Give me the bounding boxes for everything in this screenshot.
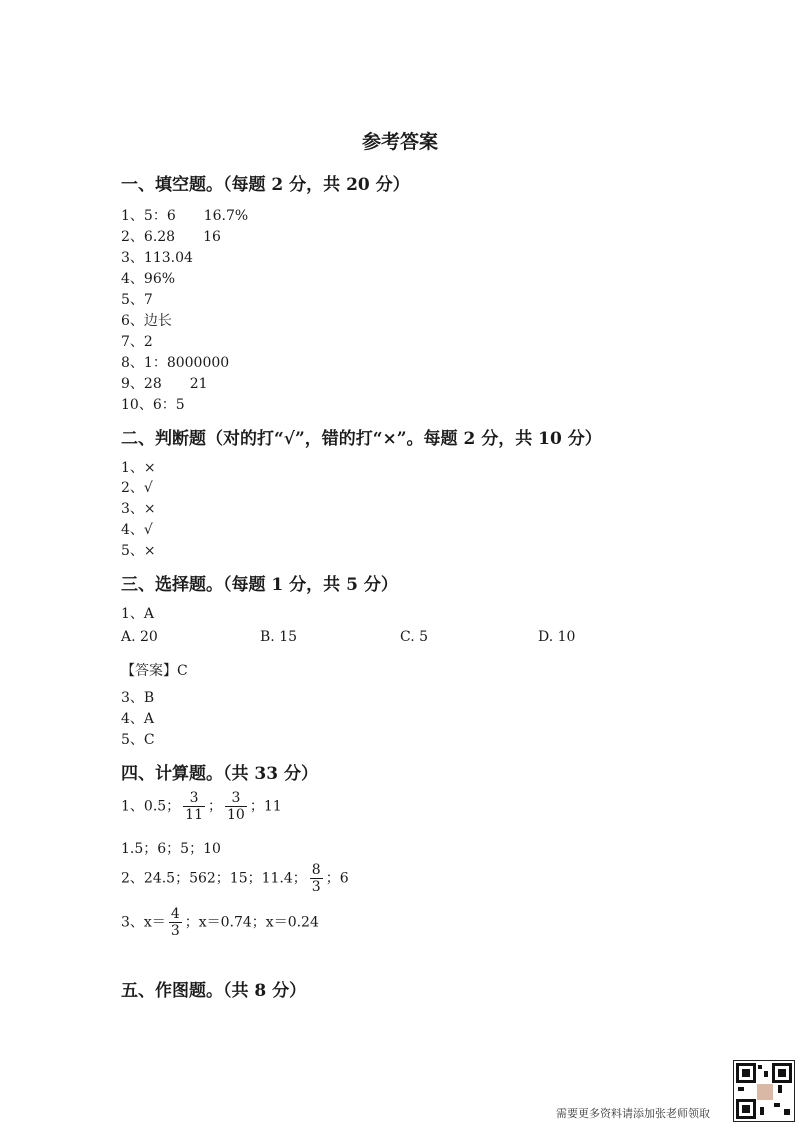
section-5-heading: 五、作图题。（共 8 分） (121, 981, 307, 1001)
s1-item-6: 6、边长 (121, 313, 172, 329)
s1-item-8: 8、1：8000000 (121, 355, 230, 371)
footer-note: 需要更多资料请添加张老师领取 (556, 1107, 710, 1120)
calc-line-4-suffix: ；x＝0.74；x＝0.24 (184, 914, 319, 931)
s1-item-5: 5、7 (121, 292, 153, 308)
option-c: C. 5 (400, 629, 429, 645)
s1-item-4: 4、96% (121, 271, 176, 287)
calc-line-3-prefix: 2、24.5；562；15；11.4； (121, 870, 307, 887)
qr-module (738, 1087, 744, 1091)
fraction-3-11 (183, 790, 205, 823)
calc-line-1-suffix: ；11 (249, 798, 282, 815)
page-title: 参考答案 (361, 131, 438, 153)
calc-line-2: 1.5；6；5；10 (121, 841, 221, 857)
s1-item-7: 7、2 (121, 334, 153, 350)
s2-item-2: 2、√ (121, 480, 153, 496)
fraction-denominator: 3 (170, 923, 180, 940)
calc-line-4-prefix: 3、x＝ (121, 914, 166, 931)
qr-module (774, 1103, 780, 1107)
fraction-denominator: 3 (311, 879, 321, 896)
fraction-8-3 (310, 862, 323, 895)
s2-item-5: 5、× (121, 543, 156, 559)
fraction-numerator: 4 (170, 906, 180, 922)
qr-module (758, 1065, 762, 1069)
option-d: D. 10 (538, 629, 576, 645)
option-b: B. 15 (260, 629, 298, 645)
s1-item-3: 3、113.04 (121, 250, 193, 266)
s3-item-1: 1、A (121, 606, 155, 622)
s1-item-2: 2、6.28 16 (121, 229, 221, 245)
calc-line-1-prefix: 1、0.5； (121, 798, 181, 815)
fraction-numerator: 3 (225, 790, 247, 807)
section-3-heading: 三、选择题。（每题 1 分，共 5 分） (121, 575, 398, 595)
qr-module (778, 1085, 782, 1093)
s1-item-10: 10、6：5 (121, 397, 185, 413)
calc-line-3-suffix: ；6 (325, 870, 349, 887)
s2-item-4: 4、√ (121, 522, 153, 538)
s3-item-3: 3、B (121, 690, 155, 706)
qr-code-icon[interactable] (733, 1060, 795, 1122)
s1-item-1: 1、5：6 16.7% (121, 208, 249, 224)
s2-item-1: 1、× (121, 460, 156, 476)
calc-line-1-sep: ； (208, 798, 222, 815)
section-2-heading: 二、判断题（对的打“√”，错的打“×”。每题 2 分，共 10 分） (121, 429, 602, 449)
fraction-numerator: 3 (183, 790, 205, 807)
fraction-3-10 (225, 790, 247, 823)
fraction-4-3 (169, 906, 182, 939)
avatar (756, 1083, 774, 1101)
s3-item-5: 5、C (121, 732, 155, 748)
calc-line-4 (121, 906, 319, 939)
qr-module (784, 1109, 790, 1115)
calc-line-1 (121, 790, 282, 823)
fraction-denominator: 10 (227, 807, 245, 824)
calc-line-3 (121, 862, 349, 895)
qr-finder-top-left (736, 1063, 756, 1083)
s3-answer: 【答案】C (121, 663, 188, 679)
fraction-denominator: 11 (185, 807, 203, 824)
s2-item-3: 3、× (121, 501, 156, 517)
s1-item-9: 9、28 21 (121, 376, 208, 392)
qr-finder-top-right (772, 1063, 792, 1083)
option-a: A. 20 (121, 629, 158, 645)
qr-module (760, 1107, 764, 1115)
section-1-heading: 一、填空题。（每题 2 分，共 20 分） (121, 175, 410, 195)
section-4-heading: 四、计算题。（共 33 分） (121, 764, 318, 784)
qr-finder-bottom-left (736, 1099, 756, 1119)
qr-module (764, 1071, 768, 1077)
fraction-numerator: 8 (311, 862, 321, 878)
s3-item-4: 4、A (121, 711, 155, 727)
